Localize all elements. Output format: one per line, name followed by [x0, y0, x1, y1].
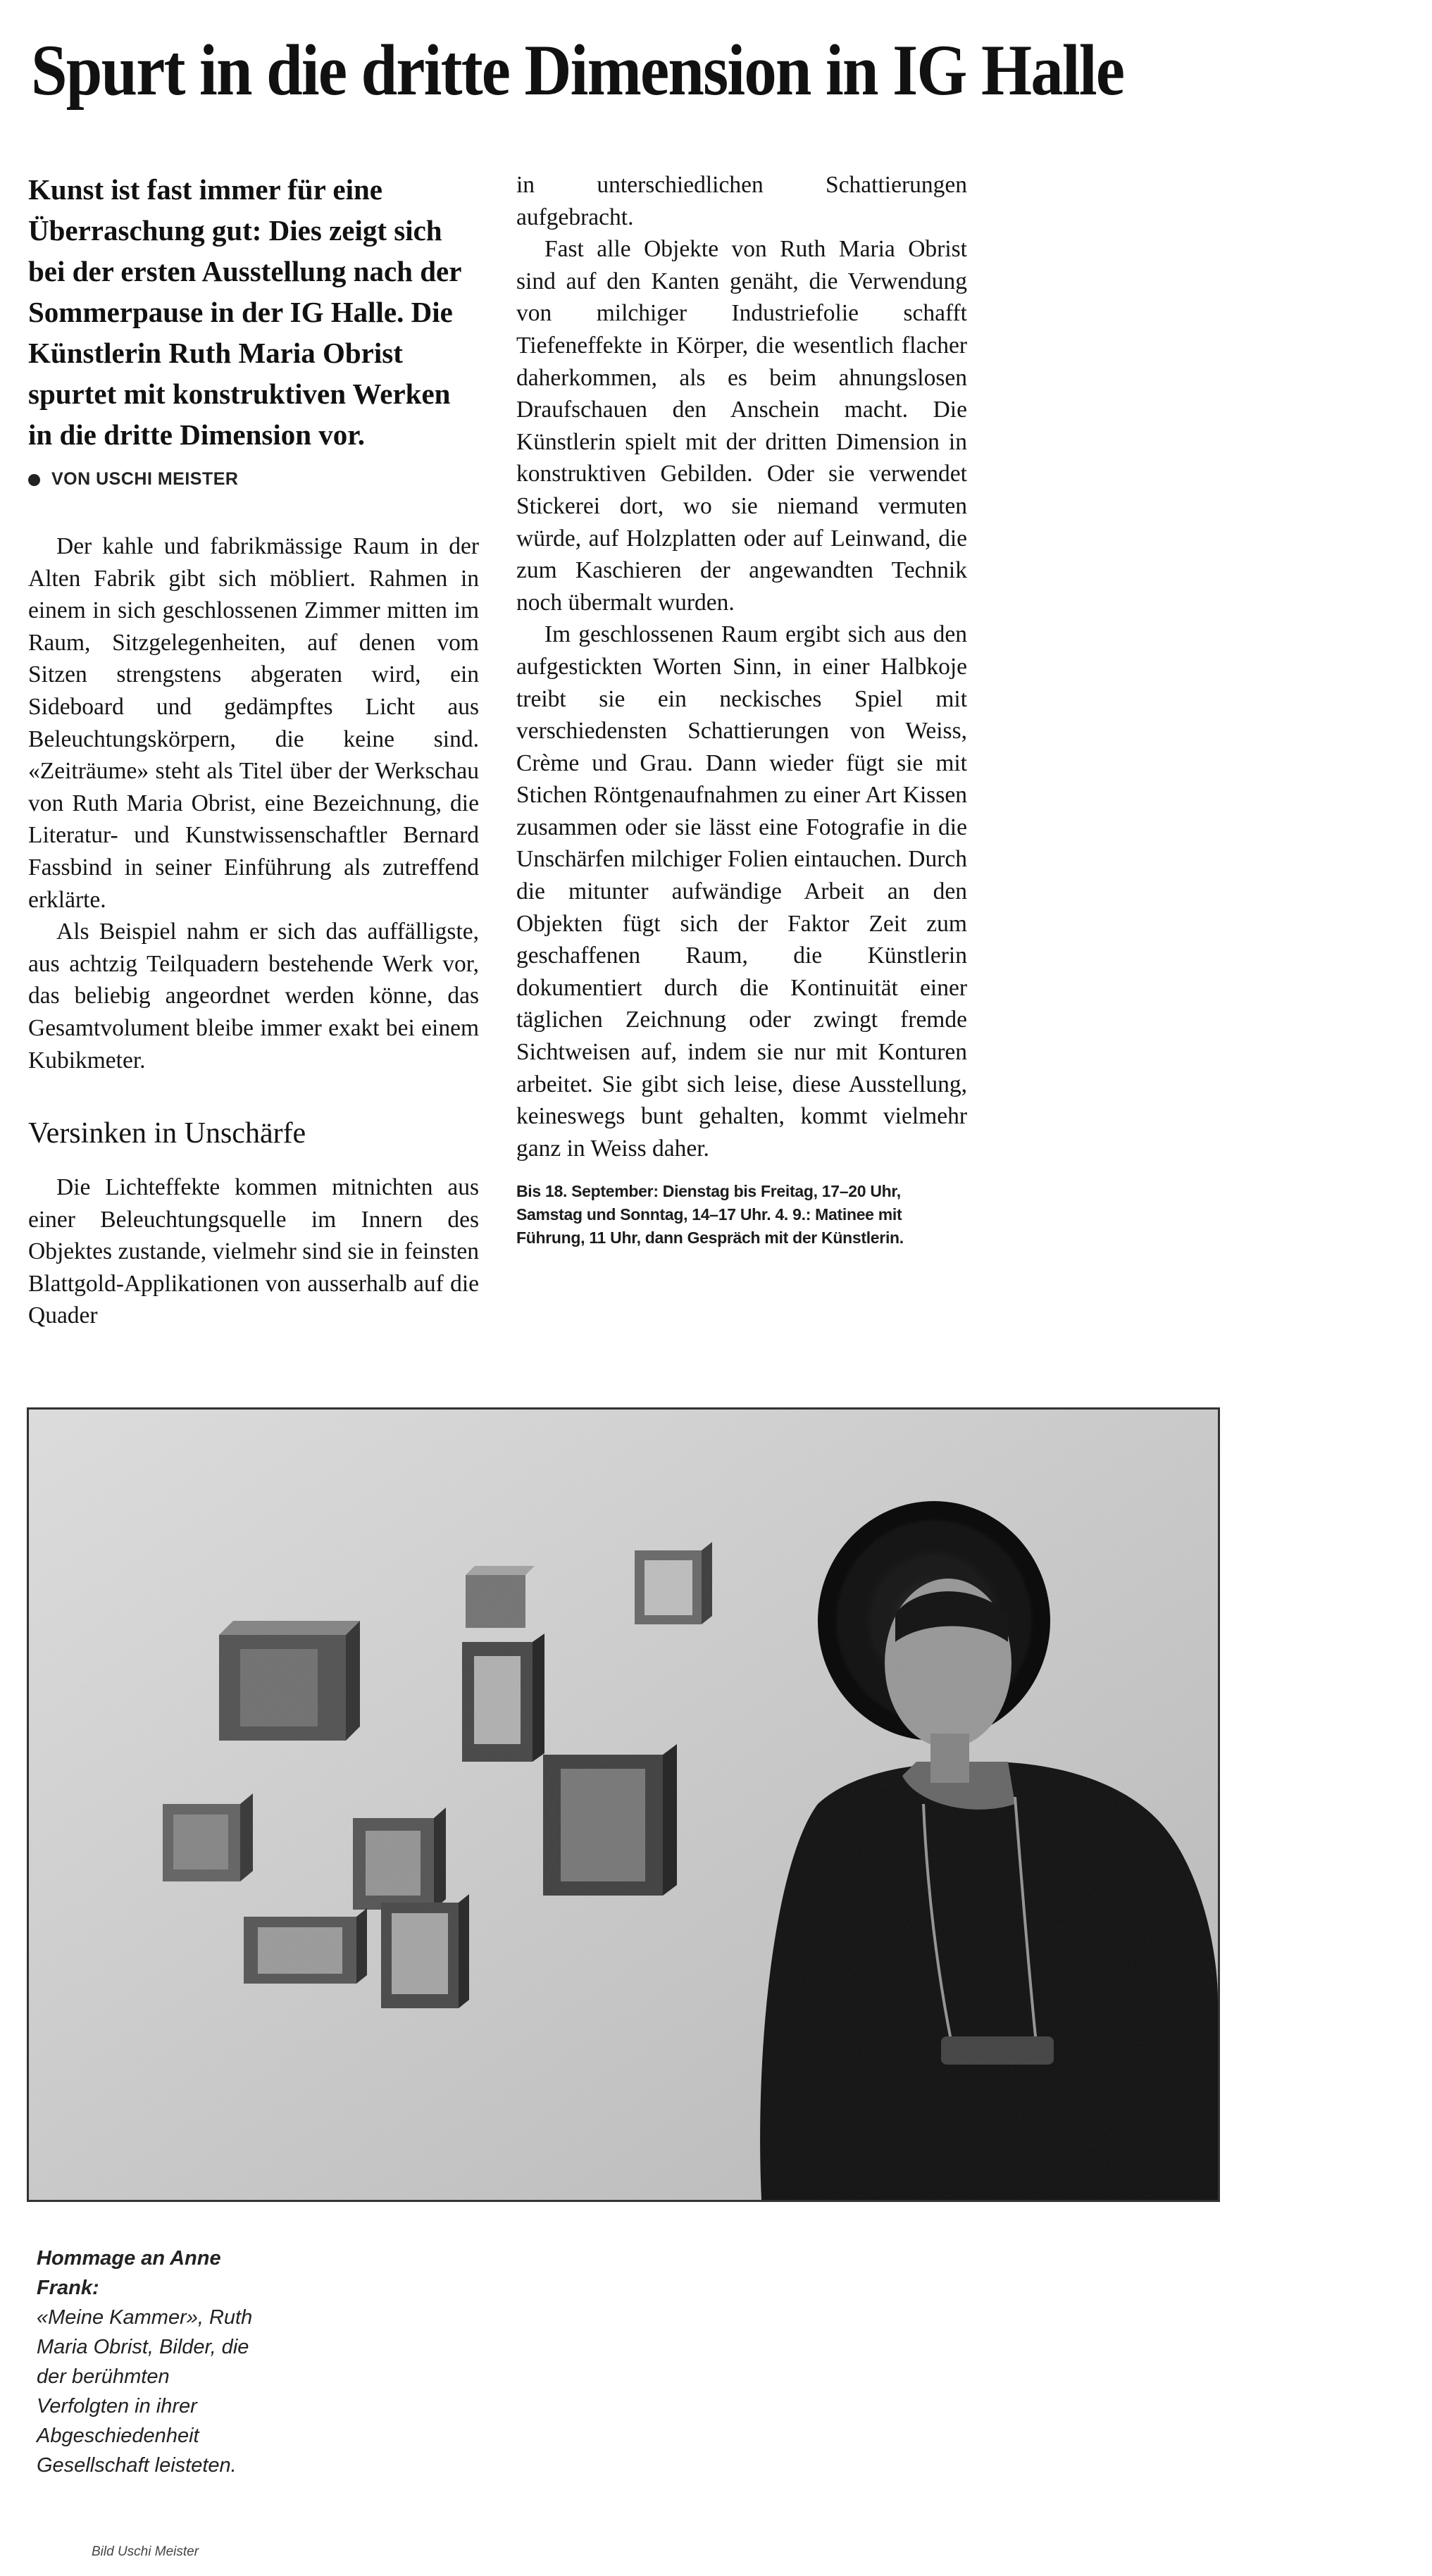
article-column-2: [516, 169, 967, 1250]
article-body-2: [516, 169, 967, 1164]
wall-cube: [543, 1744, 677, 1896]
photo-illustration: [29, 1410, 1218, 2200]
body-paragraph: Im geschlossenen Raum ergibt sich aus den aufgestickten Worten Sinn, in einer Halbkoje treibt sie ein neckisches Spiel mit verschiedensten Schattierungen von Weiss, Crème und Grau. Dann wieder fügt sie mit Stichen Röntgenaufnahmen zu einer Art Kissen zusammen oder sie lässt eine Fotografie in die Unschärfen milchiger Folien eintauchen. Durch die mitunter aufwändige Arbeit an den Objekten fügt sich der Faktor Zeit zum geschaffenen Raum, die Künstlerin dokumentiert durch die Kontinuität einer täglichen Zeichnung oder zwingt fremde Sichtweisen auf, indem sie nur mit Konturen arbeitet. Sie gibt sich leise, diese Ausstellung, keineswegs bunt gehalten, kommt vielmehr ganz in Weiss daher.: [516, 621, 967, 1162]
body-paragraph: Fast alle Objekte von Ruth Maria Obrist sind auf den Kanten genäht, die Verwendung von milchiger Industriefolie schafft Tiefeneffekte in Körper, die wesentlich flacher daherkommen, als es beim ahnungslosen Draufschauen den Anschein macht. Die Künstlerin spielt mit der dritten Dimension in konstruktiven Gebilden. Oder sie verwendet Stickerei dort, wo sie niemand vermuten würde, auf Holzplatten oder auf Leinwand, die zum Kaschieren der angewandten Technik noch übermalt wurden.: [516, 236, 967, 616]
headline: Spurt in die dritte Dimension in IG Halle: [31, 30, 1124, 111]
byline-text: VON USCHI MEISTER: [51, 469, 239, 489]
exhibition-info: Bis 18. September: Dienstag bis Freitag, 17–20 Uhr, Samstag und Sonntag, 14–17 Uhr. 4. 9.: Matinee mit Führung, 11 Uhr, dann Gespräch mit der Künstlerin.: [516, 1182, 904, 1247]
article-body-1: [28, 530, 479, 1332]
wall-cube: [462, 1634, 544, 1762]
body-paragraph: Der kahle und fabrikmässige Raum in der Alten Fabrik gibt sich möbliert. Rahmen in einem in sich geschlossenen Zimmer mitten im Raum, Sitzgelegenheiten, auf denen vom Sitzen strengstens abgeraten wird, ein Sideboard und gedämpftes Licht aus Beleuchtungskörpern, die keine sind. «Zeiträume» steht als Titel über der Werkschau von Ruth Maria Obrist, eine Bezeichnung, die Literatur- und Kunstwissenschaftler Bernard Fassbind in seiner Einführung als zutreffend erklärte.: [28, 533, 479, 913]
bullet-icon: [28, 474, 40, 486]
body-paragraph: Als Beispiel nahm er sich das auffälligste, aus achtzig Teilquadern bestehende Werk vor, das beliebig angeordnet werden könne, das Gesamtvolument bleibe immer exakt bei einem Kubikmeter.: [28, 919, 479, 1074]
wall-cube: [244, 1908, 367, 1984]
wall-cube: [163, 1793, 253, 1881]
body-paragraph: Die Lichteffekte kommen mitnichten aus einer Beleuchtungsquelle im Innern des Objektes zustande, vielmehr sind sie in feinsten Blattgold-Applikationen von ausserhalb auf die Quader: [28, 1174, 479, 1329]
caption-title: Hommage an Anne Frank:: [37, 2247, 221, 2299]
exhibition-photo: [27, 1407, 1220, 2202]
wall-cube: [381, 1894, 469, 2008]
photo-caption: [37, 2244, 255, 2480]
body-paragraph: in unterschiedlichen Schattierungen aufgebracht.: [516, 172, 967, 230]
lead-paragraph: Kunst ist fast immer für eine Überraschung gut: Dies zeigt sich bei der ersten Ausstellung nach der Sommerpause in der IG Halle. Die Künstlerin Ruth Maria Obrist spurtet mit konstruktiven Werken in die dritte Dimension vor.: [28, 173, 461, 451]
wall-cube: [466, 1566, 535, 1628]
caption-text: «Meine Kammer», Ruth Maria Obrist, Bilder, die der berühmten Verfolgten in ihrer Abgeschiedenheit Gesellschaft leisteten.: [37, 2306, 253, 2477]
byline: [28, 469, 479, 490]
subheading: Versinken in Unschärfe: [28, 1117, 306, 1150]
wall-cube: [353, 1807, 446, 1910]
photo-credit: Bild Uschi Meister: [92, 2544, 199, 2559]
wall-cube: [635, 1542, 712, 1624]
wall-cube: [219, 1621, 360, 1741]
article-column-1: [28, 169, 479, 1332]
